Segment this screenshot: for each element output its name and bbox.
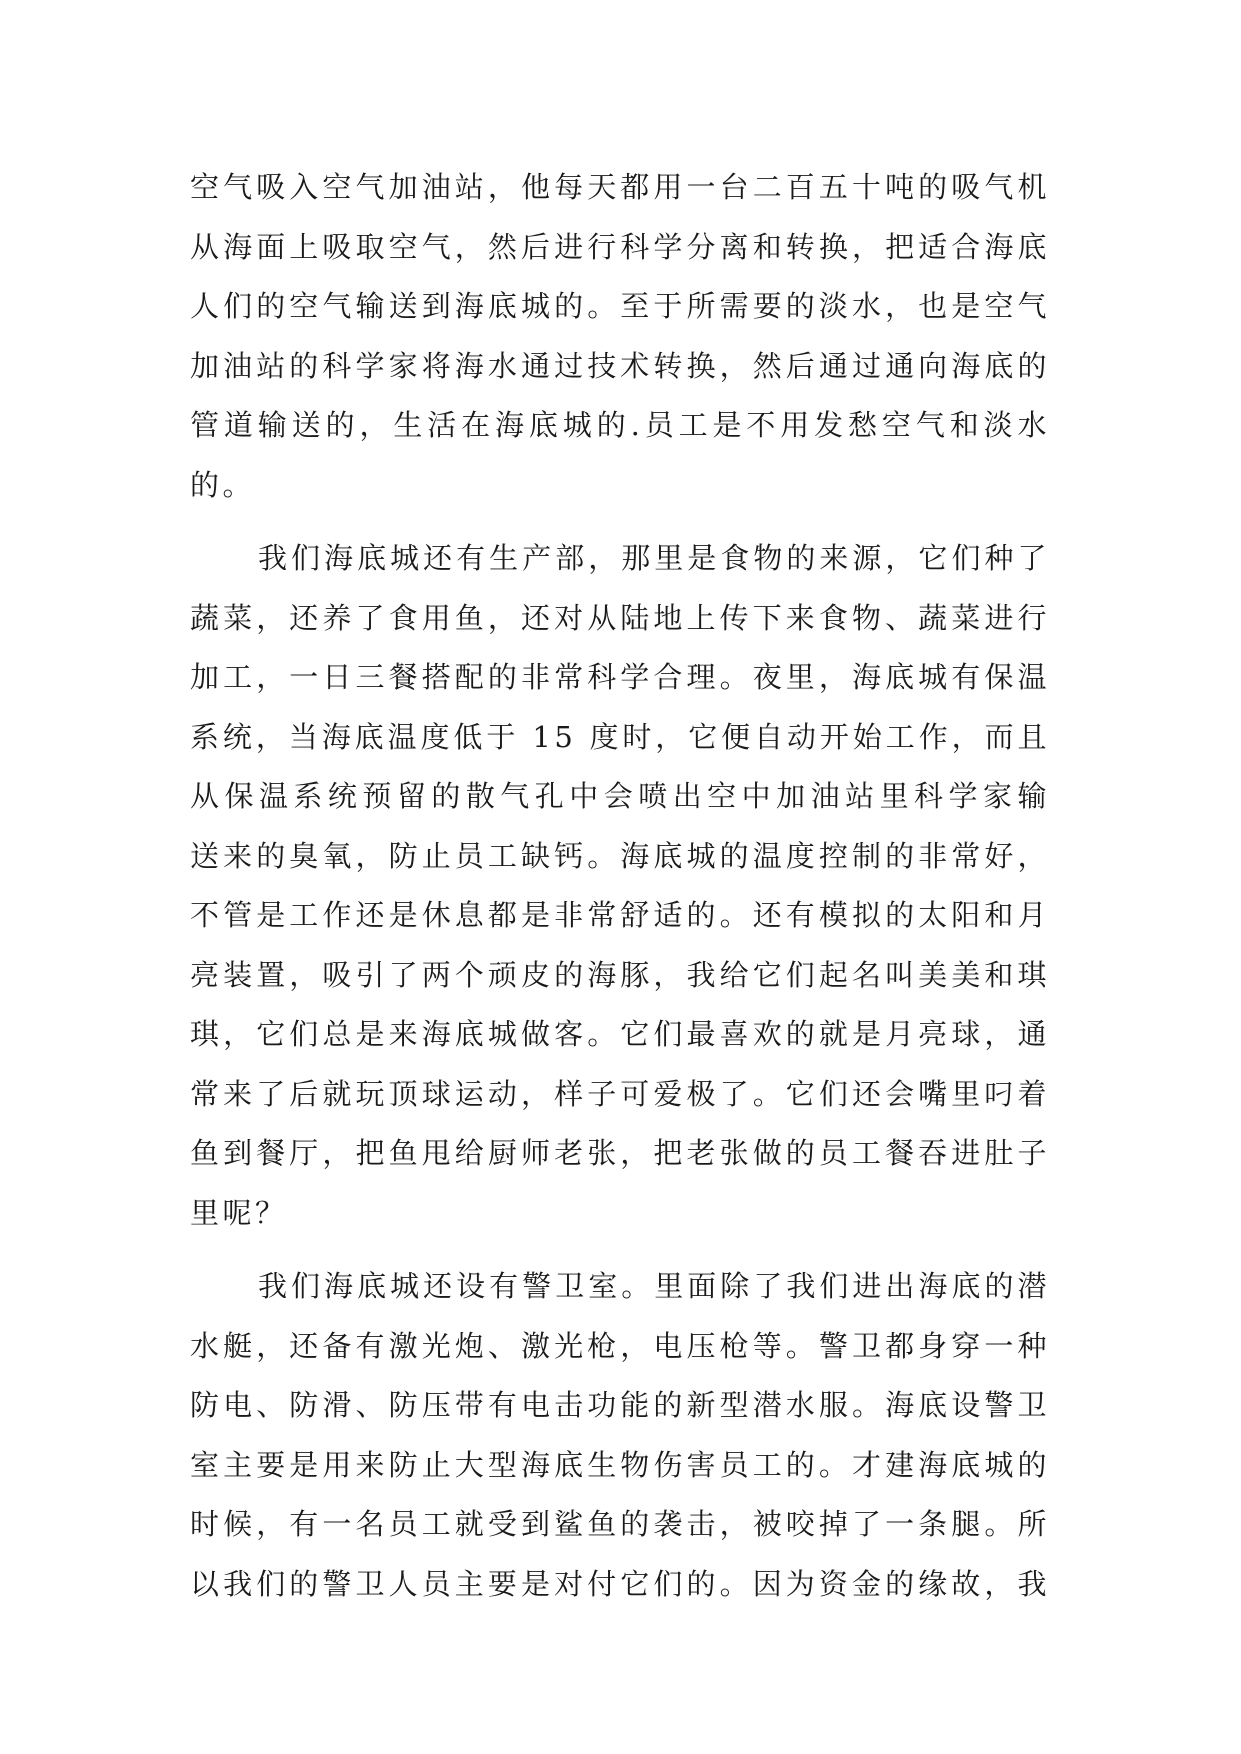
text-line: 室主要是用来防止大型海底生物伤害员工的。才建海底城的 <box>190 1447 1050 1482</box>
paragraph <box>190 1257 1050 1614</box>
text-line: 从海面上吸取空气，然后进行科学分离和转换，把适合海底 <box>190 229 1050 264</box>
paragraph-spacing <box>190 515 1050 529</box>
text-line: 蔬菜，还养了食用鱼，还对从陆地上传下来食物、蔬菜进行 <box>190 600 1050 635</box>
text-line: 的。 <box>190 467 256 502</box>
text-line: 送来的臭氧，防止员工缺钙。海底城的温度控制的非常好， <box>190 838 1050 873</box>
text-line: 常来了后就玩顶球运动，样子可爱极了。它们还会嘴里叼着 <box>190 1076 1050 1111</box>
text-line: 里呢？ <box>190 1195 288 1230</box>
paragraph <box>190 158 1050 515</box>
text-line: 空气吸入空气加油站，他每天都用一台二百五十吨的吸气机 <box>190 170 1050 204</box>
text-line: 管道输送的，生活在海底城的.员工是不用发愁空气和淡水 <box>190 408 1050 442</box>
paragraph-spacing <box>190 1243 1050 1257</box>
text-line: 加油站的科学家将海水通过技术转换，然后通过通向海底的 <box>190 348 1050 383</box>
text-line: 我们海底城还设有警卫室。里面除了我们进出海底的潜 <box>258 1269 1050 1303</box>
text-line: 水艇，还备有激光炮、激光枪，电压枪等。警卫都身穿一种 <box>190 1328 1050 1363</box>
text-line: 不管是工作还是休息都是非常舒适的。还有模拟的太阳和月 <box>190 898 1050 932</box>
text-line: 我们海底城还有生产部，那里是食物的来源，它们种了 <box>258 541 1050 575</box>
text-line: 从保温系统预留的散气孔中会喷出空中加油站里科学家输 <box>190 779 1050 813</box>
text-line: 亮装置，吸引了两个顽皮的海豚，我给它们起名叫美美和琪 <box>190 957 1050 992</box>
text-line: 人们的空气输送到海底城的。至于所需要的淡水，也是空气 <box>190 289 1050 323</box>
text-line: 琪，它们总是来海底城做客。它们最喜欢的就是月亮球，通 <box>190 1017 1050 1051</box>
text-line: 防电、防滑、防压带有电击功能的新型潜水服。海底设警卫 <box>190 1388 1050 1422</box>
text-line: 鱼到餐厅，把鱼甩给厨师老张，把老张做的员工餐吞进肚子 <box>190 1136 1050 1170</box>
text-line: 以我们的警卫人员主要是对付它们的。因为资金的缘故，我 <box>190 1566 1050 1601</box>
body-text <box>190 158 1050 1614</box>
text-line: 时候，有一名员工就受到鲨鱼的袭击，被咬掉了一条腿。所 <box>190 1507 1050 1541</box>
paragraph <box>190 529 1050 1243</box>
text-line: 加工，一日三餐搭配的非常科学合理。夜里，海底城有保温 <box>190 660 1050 694</box>
text-line: 系统，当海底温度低于 15 度时，它便自动开始工作，而且 <box>190 719 1050 754</box>
